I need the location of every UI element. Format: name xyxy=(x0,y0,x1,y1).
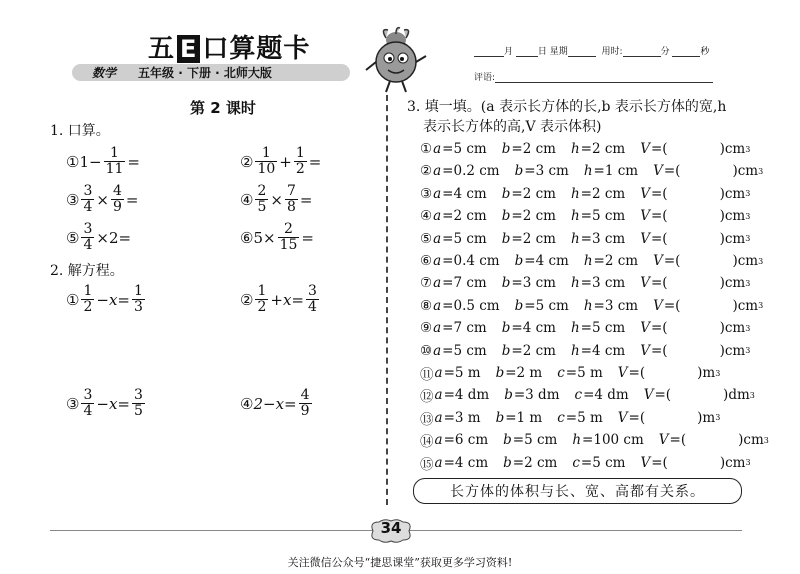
month-blank[interactable] xyxy=(474,47,504,57)
section-oral: 1. 口算。 xyxy=(50,123,110,139)
volume-row: ⑫ a = 4 dm b = 3 dm c = 4 dm V =( ) dm 3 xyxy=(420,387,755,406)
volume-row: ④ a = 2 cm b = 2 cm h = 5 cm V =( ) cm 3 xyxy=(420,208,751,225)
equation-1: ① $\frac{1}{2}$ −x= $\frac{1}{3}$ xyxy=(66,283,143,315)
subject-label: 数学 xyxy=(92,66,117,80)
page-number: 34 xyxy=(380,519,402,537)
volume-row: ⑦ a = 7 cm b = 3 cm h = 3 cm V =( ) cm 3 xyxy=(420,275,751,292)
footer-note: 关注微信公众号“捷思课堂”获取更多学习资料! xyxy=(287,556,513,569)
equation-2: ② $\frac{1}{2}$ +x= $\frac{3}{4}$ xyxy=(240,283,317,315)
oral-problem-2: ② $\frac{1}{10}$ + $\frac{1}{2}$ = xyxy=(240,145,322,177)
day-blank[interactable] xyxy=(516,47,538,57)
oral-problem-6: ⑥ 5× $\frac{2}{15}$ = xyxy=(240,221,314,253)
lesson-title: 第 2 课时 xyxy=(190,99,256,117)
volume-row: ⑬ a = 3 m b = 1 m c = 5 m V =( ) m 3 xyxy=(420,409,721,428)
volume-row: ⑧ a = 0.5 cm b = 5 cm h = 3 cm V =( ) cm 3 xyxy=(420,297,764,314)
fill-in-instruction: 3. 填一填。(a 表示长方体的长,b 表示长方体的宽,h 表示长方体的高,V 表示体积) xyxy=(407,99,727,135)
volume-row: ⑤ a = 5 cm b = 2 cm h = 3 cm V =( ) cm 3 xyxy=(420,230,751,247)
mascot-illustration xyxy=(360,26,432,96)
oral-problem-4: ④ $\frac{2}{5}$ × $\frac{7}{8}$ = xyxy=(240,183,313,215)
volume-row: ① a = 5 cm b = 2 cm h = 2 cm V =( ) cm 3 xyxy=(420,141,751,157)
weekday-blank[interactable] xyxy=(568,47,596,57)
oral-problem-3: ③ $\frac{3}{4}$ × $\frac{4}{9}$ = xyxy=(66,183,139,215)
volume-row: ⑮ a = 4 cm b = 2 cm c = 5 cm V =( ) cm 3 xyxy=(420,454,751,473)
volume-row: ⑨ a = 7 cm b = 4 cm h = 5 cm V =( ) cm 3 xyxy=(420,320,751,337)
card-title: 五 E 口算题卡 xyxy=(148,34,311,64)
subject-bar xyxy=(72,64,350,81)
section-equations: 2. 解方程。 xyxy=(50,263,124,279)
title-e-badge: E xyxy=(177,35,200,63)
volume-row: ⑥ a = 0.4 cm b = 4 cm h = 2 cm V =( ) cm 3 xyxy=(420,253,764,269)
equation-3: ③ $\frac{3}{4}$ −x= $\frac{3}{5}$ xyxy=(66,387,143,419)
oral-problem-5: ⑤ $\frac{3}{4}$ ×2= xyxy=(66,221,132,253)
volume-row: ⑪ a = 5 m b = 2 m c = 5 m V =( ) m 3 xyxy=(420,365,721,383)
seconds-blank[interactable] xyxy=(672,47,700,57)
oral-problem-1: ① 1− $\frac{1}{11}$ = xyxy=(66,145,140,177)
tip-banner: 长方体的体积与长、宽、高都有关系。 xyxy=(413,478,742,504)
volume-row: ③ a = 4 cm b = 2 cm h = 2 cm V =( ) cm 3 xyxy=(420,185,751,202)
equation-4: ④ 2−x= $\frac{4}{9}$ xyxy=(240,387,310,419)
comment-blank[interactable] xyxy=(495,73,713,83)
volume-row: ② a = 0.2 cm b = 3 cm h = 1 cm V =( ) cm 3 xyxy=(420,163,764,180)
volume-row: ⑭ a = 6 cm b = 5 cm h = 100 cm V =( ) cm 3 xyxy=(420,432,769,451)
column-divider xyxy=(386,95,388,505)
minutes-blank[interactable] xyxy=(623,47,661,57)
volume-row: ⑩ a = 5 cm b = 2 cm h = 4 cm V =( ) cm 3 xyxy=(420,342,751,359)
date-line: 月 日 星期 用时: 分 秒 xyxy=(474,44,709,57)
grade-label: 五年级 · 下册 · 北师大版 xyxy=(138,66,272,80)
comment-line: 评语: xyxy=(474,70,713,83)
